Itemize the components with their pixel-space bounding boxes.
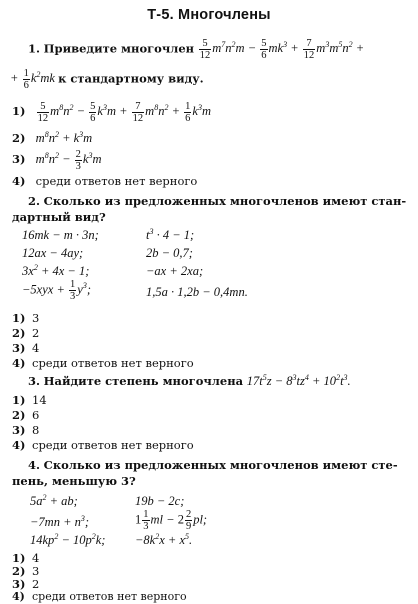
- question-4-option-2[interactable]: 2) 3: [12, 564, 40, 578]
- question-3-option-4[interactable]: 4) среди ответов нет верного: [12, 438, 194, 452]
- question-1-line-1: [28, 38, 364, 61]
- q2-poly-5: $3x^2 + 4x - 1$;: [22, 262, 90, 278]
- q2-poly-4: 2b − 0,7;: [146, 246, 193, 260]
- question-1-option-3[interactable]: 3) $m^8n^2$ − $\frac{2}{3}$ $k^3m$: [12, 149, 102, 173]
- q4-poly-5: $14kp^2 - 10p^2k$;: [30, 531, 106, 547]
- q2-poly-3: 12ax − 4ay;: [22, 246, 84, 260]
- question-4-text-2: пень, меньшую 3?: [12, 474, 136, 488]
- question-1-text: Приведите многочлен: [43, 41, 195, 56]
- question-2-text-2: дартный вид?: [12, 210, 106, 224]
- q2-poly-6: −ax + 2xa;: [146, 264, 204, 278]
- q2-poly-1: 16mk − m · 3n;: [22, 228, 99, 242]
- q2-poly-7: −5xyx + $\frac{1}{3}$ $y^3$;: [22, 279, 91, 303]
- question-1-number: 1.: [28, 41, 41, 56]
- question-2-line-1: [28, 194, 406, 208]
- question-4-line-1: [28, 458, 398, 472]
- question-3-option-2[interactable]: 2) 6: [12, 408, 40, 422]
- question-3-option-3[interactable]: 3) 8: [12, 423, 40, 437]
- question-4-option-1[interactable]: 1) 4: [12, 551, 40, 565]
- question-1-option-4[interactable]: 4) среди ответов нет верного: [12, 174, 198, 188]
- question-2-number: 2.: [28, 194, 41, 208]
- q4-poly-1: $5a^2$ + ab;: [30, 492, 78, 508]
- question-1-line-2: [10, 68, 204, 91]
- question-3-line-1: [28, 374, 351, 389]
- question-2-text-1: Сколько из предложенных многочленов имеют стан-: [43, 194, 407, 208]
- question-3-text: Найдите степень многочлена: [43, 374, 244, 388]
- q2-poly-8: 1,5a · 1,2b − 0,4mn.: [146, 285, 248, 299]
- question-2-option-4[interactable]: 4) среди ответов нет верного: [12, 356, 194, 370]
- question-2-option-2[interactable]: 2) 2: [12, 326, 40, 340]
- q4-poly-6: $-8k^2x + x^5$.: [135, 531, 193, 547]
- question-4-option-4[interactable]: 4) среди ответов нет верного: [12, 590, 187, 603]
- question-3-number: 3.: [28, 374, 41, 388]
- question-4-option-3[interactable]: 3) 2: [12, 577, 40, 591]
- question-1-option-1[interactable]: 1) $\frac{5}{12}$ $m^8n^2$ − $\frac{5}{6}$ $k^3m$ + $\frac{7}{12}$ $m^8n^2$ + $\frac{1}{6}$ $k^3m$: [12, 101, 211, 125]
- q4-poly-4: 1 $\frac{1}{3}$ ml − 2 $\frac{2}{9}$ pl;: [135, 509, 208, 533]
- question-4-text-1: Сколько из предложенных многочленов имеют сте-: [43, 458, 398, 472]
- q4-poly-2: 19b − 2c;: [135, 494, 185, 508]
- question-3-option-1[interactable]: 1) 14: [12, 393, 47, 407]
- question-3-polynomial: $17t^5z - 8^3tz^4 + 10^2t^3$.: [246, 372, 351, 388]
- question-1-polynomial-part-2: + $\frac{1}{6}$ $k^2mk$: [10, 68, 59, 92]
- q2-poly-2: $t^3 \cdot 4 - 1$;: [146, 226, 195, 242]
- question-4-number: 4.: [28, 458, 41, 472]
- q4-poly-3: $-7mn + n^3$;: [30, 513, 90, 529]
- question-1-option-2[interactable]: 2) $m^8n^2 + k^3m$: [12, 129, 93, 145]
- question-1-tail: к стандартному виду.: [58, 71, 204, 86]
- question-2-option-3[interactable]: 3) 4: [12, 341, 40, 355]
- question-2-option-1[interactable]: 1) 3: [12, 311, 40, 325]
- question-1-polynomial-part-1: $\frac{5}{12}$ $m^7n^2m$ − $\frac{5}{6}$ $mk^3$ + $\frac{7}{12}$ $m^3m^5n^2$ +: [199, 38, 365, 62]
- page-title: Т-5. Многочлены: [147, 7, 271, 23]
